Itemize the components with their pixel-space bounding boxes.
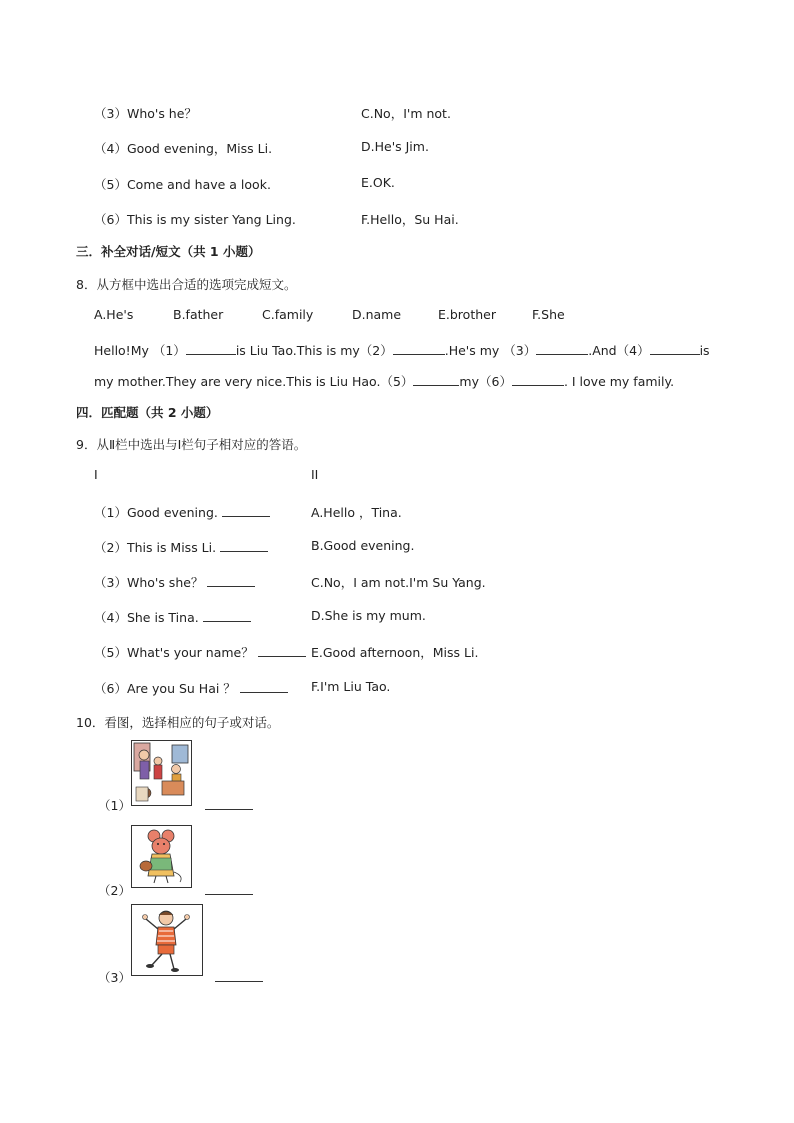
q9-question-5: （5）What's your name？ [94,645,254,660]
q10-item-3 [98,968,263,986]
q7-right-f: F.Hello，Su Hai. [361,212,459,227]
q7-left-6: （6）This is my sister Yang Ling. [94,212,296,227]
q7-right-d: D.He's Jim. [361,139,429,154]
q8-option-f: F.She [532,307,565,322]
q9-row-4 [94,608,251,626]
mouse-with-bag-picture [131,825,192,888]
q8-blank-5[interactable] [413,373,459,386]
section-3-title: 三．补全对话/短文（共 1 小题） [76,244,261,259]
q8-option-b: B.father [173,307,224,322]
q7-right-e: E.OK. [361,175,395,190]
q10-blank-2[interactable] [205,882,253,895]
q9-answer-a: A.Hello ，Tina. [311,505,402,520]
q8-line1-text-e: is [699,343,710,358]
section-4-title: 四．匹配题（共 2 小题） [76,405,219,420]
boy-illustration [132,905,201,974]
q10-item-1 [98,796,253,814]
q8-line2-text-a: my mother.They are very nice.This is Liu Hao.（5） [94,374,414,389]
q8-passage-line-2 [94,372,674,390]
q8-line1-text-c: .He's my （3） [444,343,537,358]
waving-boy-picture [131,904,203,976]
q9-answer-d: D.She is my mum. [311,608,426,623]
q9-row-3 [94,573,255,591]
q8-option-d: D.name [352,307,402,322]
q9-blank-1[interactable] [222,504,270,517]
q10-item-2 [98,881,253,899]
q9-question-1: （1）Good evening. [94,505,218,520]
q9-answer-f: F.I'm Liu Tao. [311,679,391,694]
q9-answer-c: C.No，I am not.I'm Su Yang. [311,575,486,590]
q9-col2-header: II [311,467,319,482]
mouse-illustration [132,826,190,886]
q8-blank-1[interactable] [186,342,236,355]
q9-question-2: （2）This is Miss Li. [94,540,217,555]
q8-option-e: E.brother [438,307,496,322]
q7-left-5: （5）Come and have a look. [94,177,271,192]
q8-option-c: C.family [262,307,314,322]
q8-line1-text-a: Hello!My （1） [94,343,186,358]
q8-line1-text-b: is Liu Tao.This is my（2） [235,343,393,358]
q9-blank-5[interactable] [258,644,306,657]
family-room-illustration [132,741,190,804]
q9-blank-2[interactable] [220,539,268,552]
q9-col1-header: I [94,467,98,482]
q10-blank-1[interactable] [205,797,253,810]
q9-row-2 [94,538,268,556]
q8-line1-text-d: .And（4） [588,343,650,358]
q9-answer-e: E.Good afternoon，Miss Li. [311,645,479,660]
q7-left-3: （3）Who's he？ [94,106,197,121]
q9-prompt: 9．从Ⅱ栏中选出与Ⅰ栏句子相对应的答语。 [76,437,307,452]
q7-right-c: C.No，I'm not. [361,106,451,121]
q9-row-6 [94,679,288,697]
q8-line2-text-c: . I love my family. [563,374,675,389]
q8-prompt: 8．从方框中选出合适的选项完成短文。 [76,277,297,292]
q8-blank-2[interactable] [393,342,445,355]
q9-answer-b: B.Good evening. [311,538,415,553]
q9-blank-4[interactable] [203,609,251,622]
q7-left-4: （4）Good evening，Miss Li. [94,141,273,156]
q9-question-6: （6）Are you Su Hai ？ [94,681,236,696]
q8-blank-6[interactable] [512,373,564,386]
q10-label-1: （1） [98,798,131,813]
q9-blank-6[interactable] [240,680,288,693]
q8-passage-line-1 [94,341,710,359]
q9-blank-3[interactable] [207,574,255,587]
q10-blank-3[interactable] [215,969,263,982]
q10-label-2: （2） [98,883,131,898]
q9-question-3: （3）Who's she？ [94,575,204,590]
q10-label-3: （3） [98,970,131,985]
q10-prompt: 10．看图，选择相应的句子或对话。 [76,715,280,730]
q9-row-1 [94,503,270,521]
q8-blank-4[interactable] [650,342,700,355]
q8-option-a: A.He's [94,307,134,322]
q9-question-4: （4）She is Tina. [94,610,199,625]
q8-blank-3[interactable] [536,342,588,355]
q9-row-5 [94,643,306,661]
q8-line2-text-b: my（6） [459,374,512,389]
